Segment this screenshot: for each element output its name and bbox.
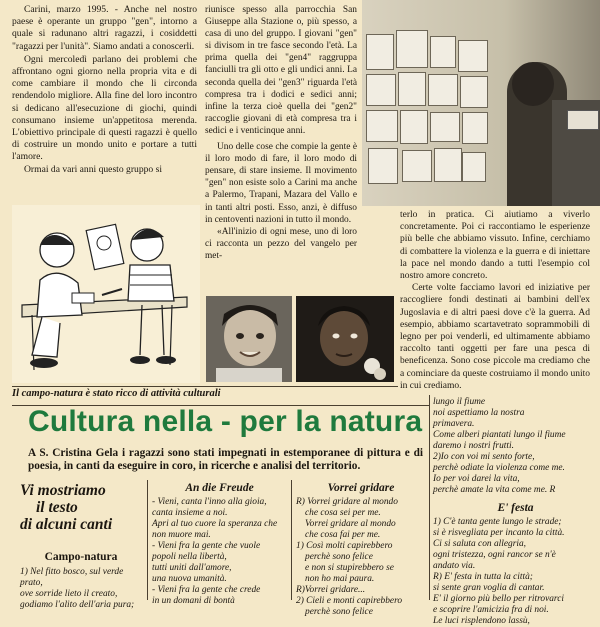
poem-title: An die Freude xyxy=(185,482,254,494)
poem-line: non muore mai. xyxy=(152,530,211,540)
poem-line: una nuova umanità. xyxy=(152,574,227,584)
poem-line: perchè sono felice xyxy=(305,552,373,562)
poem-continuation xyxy=(433,397,598,627)
poem-line: perchè sono felice xyxy=(305,607,373,617)
paragraph: Certe volte facciamo lavori ed iniziative per raccogliere fondi destinati ai bambini dell'ex Jugoslavia e di altri paesi dove c'è la guerra. Ad esempio, abbiamo scartavetrato soprammobili di legno per poi venderli, ed ultimamente abbiamo raccolto tanti oggetti per fare una pesca di beneficenza. Sono cose piccole ma crediamo che a cominciare da queste costruiamo il mondo unito in cui crediamo. xyxy=(400,283,590,391)
paragraph: «All'inizio di ogni mese, uno di loro ci racconta un pezzo del vangelo per met- xyxy=(205,226,357,261)
article-headline: Cultura nella - per la natura xyxy=(28,405,423,438)
paragraph: Ormai da vari anni questo gruppo si xyxy=(24,163,163,175)
kids-cartoon-illustration xyxy=(12,205,200,383)
article-column-1 xyxy=(12,4,197,176)
paragraph: riunisce spesso alla parrocchia San Giuseppe alla Stazione o, più spesso, a casa di uno del gruppo. I giovani "gen" si divisom in tre fasce secondo l'età. La prima quella dei "gen4" raggruppa fanciulli tra gli otto e gli undici anni. La seconda quella dei "gen3" riguarda l'età compresa tra i dodici e sedici anni; infine la terza cioè quella dei "gen2" raccoglie giovani di età compresa tra i sedici e i venticinque anni. xyxy=(205,5,357,136)
poem-line: popoli nella libertà, xyxy=(152,552,227,562)
poem-line: - Vieni fra la gente che crede xyxy=(152,585,261,595)
children-drawings-photo xyxy=(362,0,600,206)
poem-line: e non si stupirebbero se xyxy=(305,563,394,573)
poem-line: Apri al tuo cuore la speranza che xyxy=(152,519,278,529)
poem-vorrei-gridare xyxy=(296,482,426,618)
poem-line: si sente gran voglia di cantar. xyxy=(433,583,545,593)
poem-line: andato via. xyxy=(433,561,476,571)
poem-title-campo-natura: Campo-natura xyxy=(44,551,118,563)
poem-an-die-freude xyxy=(152,482,287,607)
poems-intro-column xyxy=(20,482,142,611)
poem-title-e-festa: E' festa xyxy=(497,502,534,514)
poem-line: Ci si saluta con allegria, xyxy=(433,539,526,549)
poem-line: si è risvegliata per incanto la città. xyxy=(433,528,565,538)
photo-caption: Il campo-natura è stato ricco di attività culturali xyxy=(12,388,221,399)
poem-line: 1) C'è tanta gente lungo le strade; xyxy=(433,517,562,527)
poem-line: in un domani di bontà xyxy=(152,596,235,606)
caption-rule xyxy=(12,386,398,387)
poem-line: ogni tristezza, ogni rancor se n'è xyxy=(433,550,556,560)
poem-line: 1) Così molti capirebbero xyxy=(296,541,393,551)
poems-intro-line: Vi mostriamo xyxy=(20,482,106,499)
poem-line: 2) Cieli e monti capirebbero xyxy=(296,596,403,606)
article-column-2 xyxy=(205,4,357,262)
paragraph: Ogni mercoledì parlano dei problemi che affrontano ogni giorno nella propria vita e di come cambiare il mondo che li circonda rendendolo migliore. Alla fine del loro incontro si dedicano all'esecuzione di giochi, quindi consumano insieme un'appetitosa merenda. L'obiettivo principale di questi ragazzi è quello di costruire un mondo unito e portare a tutti l'amore. xyxy=(12,53,197,163)
poem-line: - Vieni fra la gente che vuole xyxy=(152,541,261,551)
poem-line: perchè odiate la violenza come me. xyxy=(433,463,565,473)
poem-line: che cosa fai per me. xyxy=(305,530,381,540)
poem-line: primavera. xyxy=(433,419,475,429)
girl-photo xyxy=(296,296,394,382)
paragraph: terlo in pratica. Ci aiutiamo a viverlo concretamente. Poi ci raccontiamo le esperienze più belle che abbiamo vissuto. Infine, cerchiamo di combattere la violenza e la guerra e di iniettare la pace nel mondo dando a tutti l'esempio col nostro amore concreto. xyxy=(400,210,590,282)
paragraph: Uno delle cose che compie la gente è il loro modo di fare, il loro modo di pensare, di stare insieme. Il movimento "gen" non esiste solo a Carini ma anche a Palermo, Trapani, Mazara del Vallo e in tanti altri posti. Esso, anzi, è diffuso in centoventi nazioni in tutto il mondo. xyxy=(205,142,357,225)
poems-intro-line: il testo xyxy=(36,499,78,516)
poem-line: perchè amate la vita come me. R xyxy=(433,485,556,495)
poem-title: Vorrei gridare xyxy=(327,482,395,494)
poem-line: noi aspettiamo la nostra xyxy=(433,408,525,418)
poem-line: lungo il fiume xyxy=(433,397,486,407)
poem-line: Come alberi piantati lungo il fiume xyxy=(433,430,566,440)
poem-line: R) E' festa in tutta la città; xyxy=(433,572,533,582)
poem-line: Vorrei gridare al mondo xyxy=(305,519,396,529)
column-divider xyxy=(429,395,430,600)
poem-line: E' il giorno più bello per ritrovarci xyxy=(433,594,564,604)
poem-line: 1) Nel fitto bosco, sul verde prato, xyxy=(20,567,124,588)
poem-line: Le luci risplendono lassù, xyxy=(433,616,530,626)
column-divider xyxy=(147,480,148,600)
column-divider xyxy=(291,480,292,600)
poem-line: canta insieme a noi. xyxy=(152,508,228,518)
poem-line: Io per voi darei la vita, xyxy=(433,474,520,484)
poem-line: 2)Io con voi mi sento forte, xyxy=(433,452,535,462)
poem-line: tutti uniti dall'amore, xyxy=(152,563,232,573)
poem-line: daremo i nostri frutti. xyxy=(433,441,514,451)
poems-intro-line: di alcuni canti xyxy=(20,516,113,533)
poem-line: - Vieni, canta l'inno alla gioia, xyxy=(152,497,267,507)
poem-line: che cosa sei per me. xyxy=(305,508,381,518)
poem-line: e scoprire l'amicizia fra di noi. xyxy=(433,605,549,615)
poem-line: R)Vorrei gridare... xyxy=(296,585,366,595)
poem-line: godiamo l'alito dell'aria pura; xyxy=(20,600,135,610)
poem-line: ove sorride lieto il creato, xyxy=(20,589,118,599)
boy-photo xyxy=(206,296,292,382)
article-lede: A S. Cristina Gela i ragazzi sono stati impegnati in estemporanee di pittura e di poesia, in canti da eseguire in coro, in ricerche e analisi del territorio. xyxy=(28,447,423,472)
poem-line: R) Vorrei gridare al mondo xyxy=(296,497,398,507)
paragraph: Carini, marzo 1995. - Anche nel nostro paese è operante un gruppo "gen", intorno a quale si radunano altri ragazzi, i cosiddetti "ragazzi per l'unità". Siamo andati a conoscerli. xyxy=(12,4,197,52)
article-column-3 xyxy=(400,209,590,392)
poem-line: non ho mai paura. xyxy=(305,574,375,584)
